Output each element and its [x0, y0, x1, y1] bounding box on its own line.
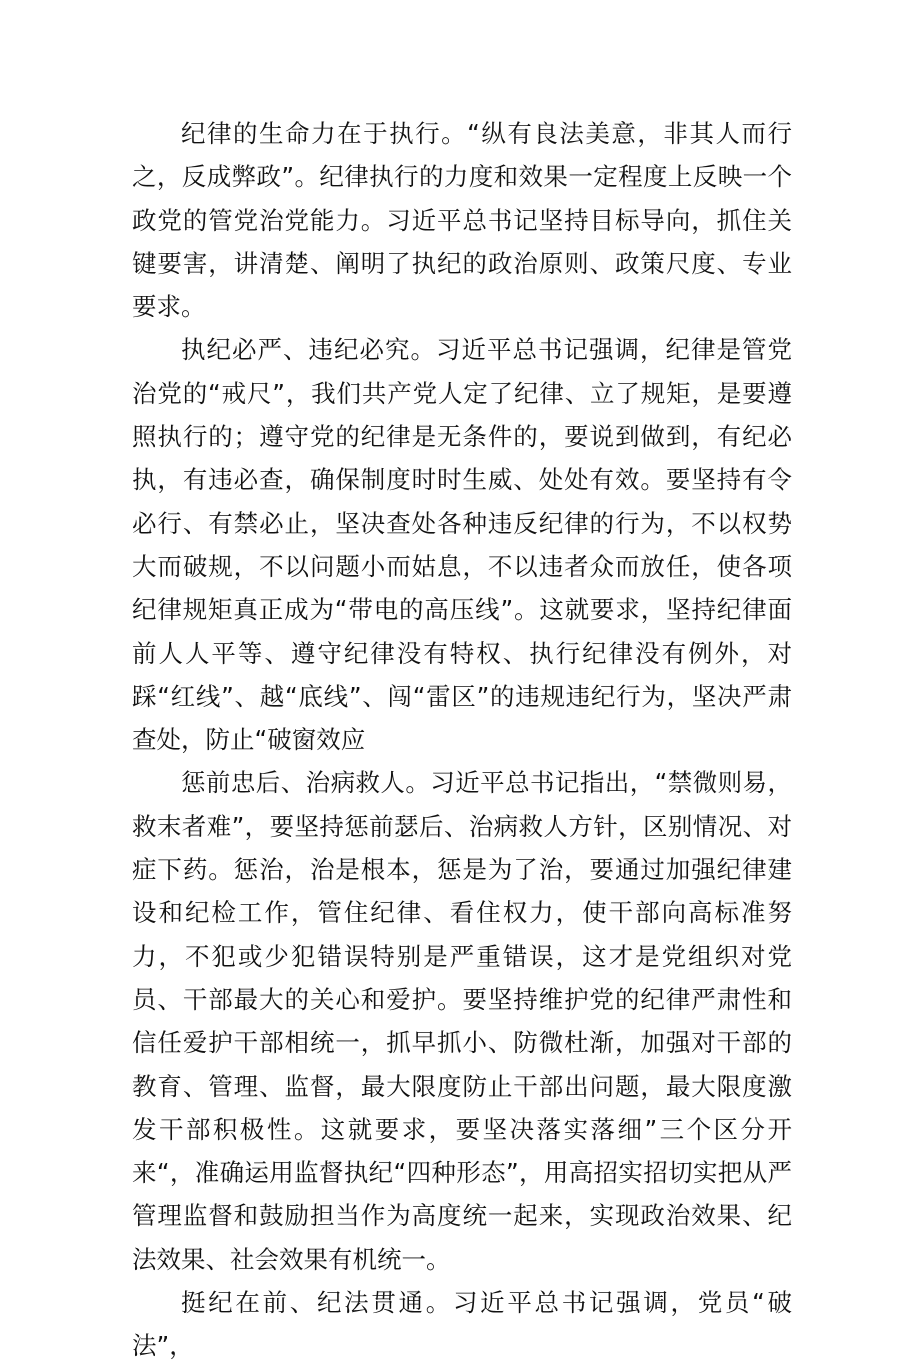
paragraph-cure-and-save: 惩前忠后、治病救人。习近平总书记指出，“禁微则易，救末者难”，要坚持惩前瑟后、治病救人方针，区别情况、对症下药。惩治，治是根本，惩是为了治，要通过加强纪律建设和纪检工作，管住纪律、看住权力，使干部向高标准努力，不犯或少犯错误特别是严重错误，这才是党组织对党员、干部最大的关心和爱护。要坚持维护党的纪律严肃性和信任爱护干部相统一，抓早抓小、防微杜渐，加强对干部的教育、管理、监督，最大限度防止干部出问题，最大限度激发干部积极性。这就要求，要坚决落实落细”三个区分开来“，准确运用监督执纪“四种形态”，用高招实招切实把从严管理监督和鼓励担当作为高度统一起来，实现政治效果、纪法效果、社会效果有机统一。: [132, 768, 792, 1274]
paragraph-discipline-first: 挺纪在前、纪法贯通。习近平总书记强调，党员“破法”，: [132, 1288, 792, 1361]
paragraph-discipline-execution: 纪律的生命力在于执行。“纵有良法美意，非其人而行之，反成弊政”。纪律执行的力度和效果一定程度上反映一个政党的管党治党能力。习近平总书记坚持目标导向，抓住关键要害，讲清楚、阐明了执纪的政治原则、政策尺度、专业要求。: [132, 119, 792, 322]
paragraph-strict-discipline: 执纪必严、违纪必究。习近平总书记强调，纪律是管党治党的“戒尺”，我们共产党人定了纪律、立了规矩，是要遵照执行的；遵守党的纪律是无条件的，要说到做到，有纪必执，有违必查，确保制度时时生威、处处有效。要坚持有令必行、有禁必止，坚决查处各种违反纪律的行为，不以权势大而破规，不以问题小而姑息，不以违者众而放任，使各项纪律规矩真正成为“带电的高压线”。这就要求，坚持纪律面前人人平等、遵守纪律没有特权、执行纪律没有例外，对踩“红线”、越“底线”、闯“雷区”的违规违纪行为，坚决严肃查处，防止“破窗效应: [132, 335, 792, 755]
document-page: [132, 112, 792, 1368]
